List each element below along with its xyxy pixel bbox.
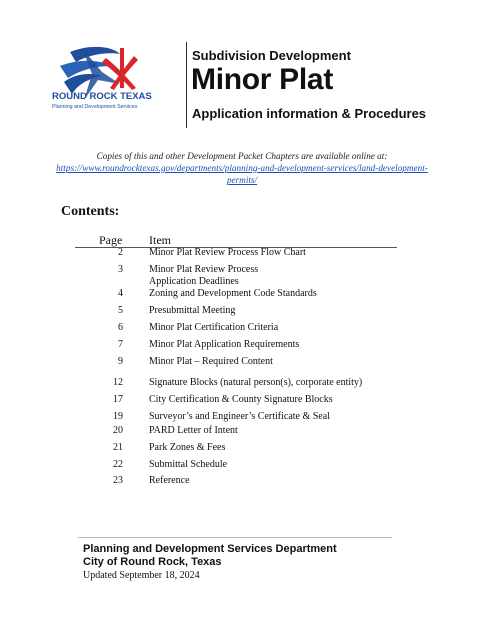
footer-city: City of Round Rock, Texas — [83, 556, 222, 568]
footer-divider — [78, 537, 392, 538]
toc-col-item: Item — [149, 233, 171, 247]
header-subtitle: Subdivision Development — [192, 48, 351, 63]
toc-item: Submittal Schedule — [149, 459, 228, 470]
toc-page: 5 — [118, 305, 123, 316]
toc-item: Minor Plat Application Requirements — [149, 339, 300, 350]
toc-page: 23 — [113, 475, 123, 486]
footer-updated: Updated September 18, 2024 — [83, 570, 200, 581]
toc-page: 12 — [113, 377, 123, 388]
toc-item: Minor Plat – Required Content — [149, 356, 273, 367]
toc-item: Zoning and Development Code Standards — [149, 288, 317, 299]
toc-page: 19 — [113, 411, 123, 422]
toc-item: Minor Plat Certification Criteria — [149, 322, 279, 333]
logo-tagline: Planning and Development Services — [52, 104, 138, 110]
toc-page: 17 — [113, 394, 123, 405]
toc-page: 6 — [118, 322, 123, 333]
contents-heading: Contents: — [61, 204, 120, 219]
toc-item: Surveyor’s and Engineer’s Certificate & Seal — [149, 411, 330, 422]
page-title: Minor Plat — [191, 63, 334, 96]
toc-page: 4 — [118, 288, 123, 299]
header-description: Application information & Procedures — [192, 106, 427, 121]
toc-item: Minor Plat Review Process — [149, 264, 259, 275]
toc-item: Park Zones & Fees — [149, 442, 226, 453]
toc-page: 3 — [118, 264, 123, 275]
toc-page: 7 — [118, 339, 123, 350]
header-divider — [186, 42, 187, 128]
footer-department: Planning and Development Services Department — [83, 543, 337, 555]
toc-item: Minor Plat Review Process Flow Chart — [149, 247, 306, 258]
toc-header — [75, 233, 397, 248]
toc-page: 22 — [113, 459, 123, 470]
note-text: Copies of this and other Development Packet Chapters are available online at: — [96, 151, 388, 161]
logo-name: ROUND ROCK TEXAS — [52, 91, 152, 102]
toc-page: 21 — [113, 442, 123, 453]
toc-page: 20 — [113, 425, 123, 436]
packet-link[interactable]: https://www.roundrocktexas.gov/departments/planning-and-development-services/land-development-permits/ — [56, 163, 428, 185]
round-rock-logo — [50, 44, 178, 114]
toc-page: 2 — [118, 247, 123, 258]
toc-item: Reference — [149, 475, 190, 486]
toc-item: Application Deadlines — [149, 276, 239, 287]
toc-item: PARD Letter of Intent — [149, 425, 238, 436]
toc-item: Presubmittal Meeting — [149, 305, 236, 316]
toc-item: Signature Blocks (natural person(s), corporate entity) — [149, 377, 363, 388]
toc-col-page: Page — [99, 233, 123, 247]
toc-item: City Certification & County Signature Blocks — [149, 394, 333, 405]
availability-note — [56, 150, 428, 186]
toc-page: 9 — [118, 356, 123, 367]
